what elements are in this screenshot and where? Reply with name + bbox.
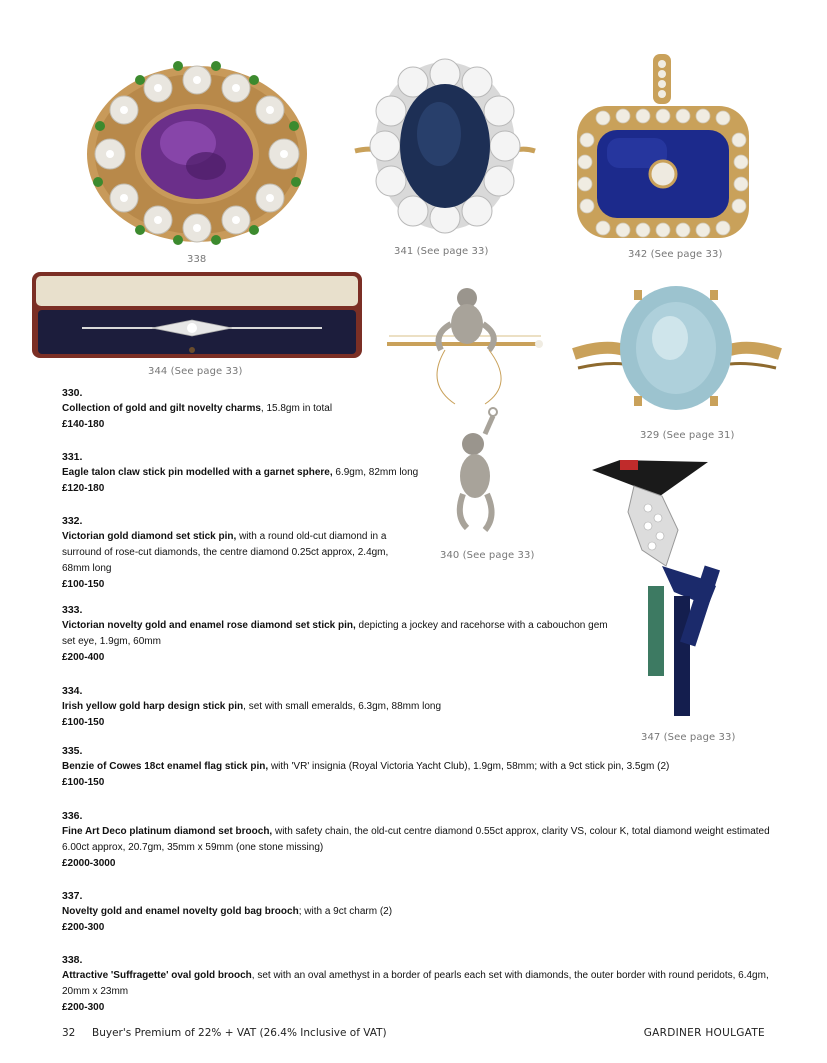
lot-number: 337. [62, 890, 83, 902]
lot-details: depicting a jockey and racehorse with a cabouchon gem set eye, 1.9gm, 60mm [62, 620, 608, 647]
buyers-premium-note: Buyer's Premium of 22% + VAT (26.4% Inclusive of VAT) [92, 1027, 387, 1039]
lot-330 [62, 385, 332, 433]
lot-description [62, 618, 617, 650]
boxed-bar-brooch-image [32, 272, 362, 358]
caption-342: 342 (See page 33) [628, 249, 723, 260]
lot-number: 336. [62, 810, 83, 822]
lot-estimate: £200-300 [62, 1002, 105, 1013]
lot-number: 332. [62, 515, 83, 527]
caption-344: 344 (See page 33) [148, 366, 243, 377]
lot-334 [62, 683, 441, 731]
lot-number: 333. [62, 604, 83, 616]
lot-title: Novelty gold and enamel novelty gold bag brooch [62, 906, 299, 917]
lot-details: ; with a 9ct charm (2) [298, 906, 393, 917]
lot-details: , set with small emeralds, 6.3gm, 88mm long [243, 701, 442, 712]
lot-estimate: £140-180 [62, 419, 105, 430]
lot-title: Victorian gold diamond set stick pin, [62, 531, 237, 542]
caption-338: 338 [187, 254, 207, 265]
lot-title: Fine Art Deco platinum diamond set brooch, [62, 826, 273, 837]
lot-estimate: £2000-3000 [62, 858, 116, 869]
lot-description [62, 824, 772, 856]
lot-number: 331. [62, 451, 83, 463]
lot-332 [62, 513, 412, 593]
lot-estimate: £100-150 [62, 777, 105, 788]
caption-329: 329 (See page 31) [640, 430, 735, 441]
lot-title: Eagle talon claw stick pin modelled with a garnet sphere, [62, 467, 333, 478]
lot-details: 6.9gm, 82mm long [332, 467, 419, 478]
lot-number: 338. [62, 954, 83, 966]
lot-description [62, 401, 332, 417]
lot-estimate: £200-400 [62, 652, 105, 663]
lot-description [62, 904, 392, 920]
lot-number: 334. [62, 685, 83, 697]
lot-description [62, 465, 418, 481]
lot-number: 335. [62, 745, 83, 757]
lot-title: Irish yellow gold harp design stick pin [62, 701, 244, 712]
lot-estimate: £200-300 [62, 922, 105, 933]
lot-description [62, 968, 772, 1000]
caption-341: 341 (See page 33) [394, 246, 489, 257]
lot-details: with safety chain, the old-cut centre diamond 0.55ct approx, clarity VS, colour K, total diamond weight estimated 6.00ct approx, 20.7gm, 35mm x 59mm (one stone missing) [62, 826, 770, 853]
brand-name: GARDINER HOULGATE [643, 1027, 765, 1039]
lot-estimate: £100-150 [62, 717, 105, 728]
sapphire-cluster-ring-image [355, 56, 535, 234]
lot-338 [62, 952, 772, 1016]
lot-description [62, 759, 669, 775]
caption-347: 347 (See page 33) [641, 732, 736, 743]
lot-description [62, 699, 441, 715]
lot-title: Benzie of Cowes 18ct enamel flag stick pin, [62, 761, 269, 772]
suffragette-brooch-image [78, 58, 316, 250]
lot-335 [62, 743, 669, 791]
lot-estimate: £120-180 [62, 483, 105, 494]
lot-number: 330. [62, 387, 83, 399]
lot-description [62, 529, 412, 577]
page-number: 32 [62, 1027, 76, 1039]
lot-details: , set with an oval amethyst in a border of pearls each set with diamonds, the outer border with round peridots, 6.4gm, 20mm x 23mm [62, 970, 769, 997]
lot-title: Collection of gold and gilt novelty charms [62, 403, 261, 414]
lot-details: with 'VR' insignia (Royal Victoria Yacht Club), 1.9gm, 58mm; with a 9ct stick pin, 3.5gm (2) [268, 761, 670, 772]
lot-337 [62, 888, 392, 936]
enamel-pearl-pendant-image [573, 54, 753, 242]
lot-336 [62, 808, 772, 872]
monkey-brooch-image [385, 284, 545, 548]
caption-340: 340 (See page 33) [440, 550, 535, 561]
lot-estimate: £100-150 [62, 579, 105, 590]
lot-title: Attractive 'Suffragette' oval gold brooch [62, 970, 252, 981]
aquamarine-ring-image [574, 284, 780, 416]
lot-details: , 15.8gm in total [260, 403, 333, 414]
lot-title: Victorian novelty gold and enamel rose diamond set stick pin, [62, 620, 356, 631]
lot-333 [62, 602, 617, 666]
lot-331 [62, 449, 418, 497]
art-deco-bird-brooch-image [590, 456, 736, 724]
lot-details: with a round old-cut diamond in a surround of rose-cut diamonds, the centre diamond 0.25ct approx, 2.4gm, 68mm long [62, 531, 389, 574]
